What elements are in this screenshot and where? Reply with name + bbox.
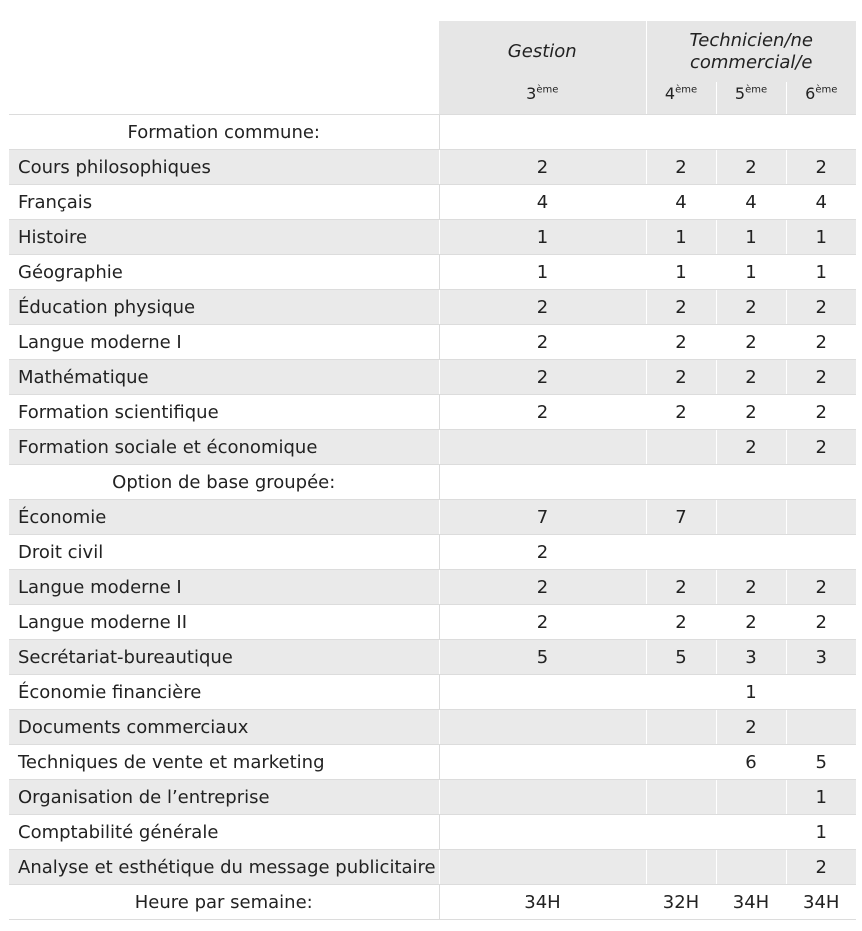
- year-number: 4: [664, 84, 676, 103]
- row-label: Langue moderne I: [9, 325, 439, 360]
- header-technicien: [646, 21, 856, 82]
- cell-year-6: 2: [786, 290, 856, 325]
- cell-year-3: 2: [439, 395, 646, 430]
- cell-year-3: 2: [439, 325, 646, 360]
- cell-year-4: [646, 430, 716, 465]
- cell-year-5: 2: [716, 605, 786, 640]
- cell-year-5: 1: [716, 220, 786, 255]
- cell-year-6: 2: [786, 395, 856, 430]
- table-row: [9, 255, 856, 290]
- cell-year-4: [646, 780, 716, 815]
- table-row: [9, 780, 856, 815]
- row-heading: Heure par semaine:: [9, 885, 439, 920]
- header-year-6: [786, 82, 856, 115]
- cell-year-3: 2: [439, 570, 646, 605]
- cell-year-5: 2: [716, 360, 786, 395]
- cell-year-6: 2: [786, 570, 856, 605]
- table-body: [9, 115, 856, 920]
- cell-year-3: 1: [439, 220, 646, 255]
- row-label: Formation sociale et économique: [9, 430, 439, 465]
- table-row: [9, 850, 856, 885]
- row-label: Organisation de l’entreprise: [9, 780, 439, 815]
- cell-year-5: [716, 780, 786, 815]
- cell-year-3: 2: [439, 290, 646, 325]
- cell-year-4: 2: [646, 290, 716, 325]
- cell-year-5: 4: [716, 185, 786, 220]
- cell-year-5: 2: [716, 395, 786, 430]
- cell-year-5: 3: [716, 640, 786, 675]
- cell-year-4: 2: [646, 325, 716, 360]
- row-label: Comptabilité générale: [9, 815, 439, 850]
- table-row: [9, 500, 856, 535]
- cell-year-5: 2: [716, 430, 786, 465]
- header-year-4: [646, 82, 716, 115]
- row-label: Économie: [9, 500, 439, 535]
- year-number: 3: [526, 84, 537, 103]
- cell-year-4: [646, 850, 716, 885]
- cell-year-4: [646, 710, 716, 745]
- table-row: [9, 710, 856, 745]
- section-heading-row: [9, 115, 856, 150]
- cell-year-6: 5: [786, 745, 856, 780]
- cell-year-4: [646, 535, 716, 570]
- cell-year-3: 7: [439, 500, 646, 535]
- cell-year-6: 4: [786, 185, 856, 220]
- cell-year-6: 2: [786, 150, 856, 185]
- cell-year-6: 1: [786, 255, 856, 290]
- section-empty-cell: [439, 115, 856, 150]
- table-row: [9, 745, 856, 780]
- cell-year-5: 2: [716, 325, 786, 360]
- table-row: [9, 430, 856, 465]
- cell-year-4: [646, 745, 716, 780]
- year-suffix: ème: [815, 84, 838, 96]
- cell-year-6: 34H: [786, 885, 856, 920]
- row-heading: Formation commune:: [9, 115, 439, 150]
- table-row: [9, 150, 856, 185]
- cell-year-6: 2: [786, 430, 856, 465]
- cell-year-4: 32H: [646, 885, 716, 920]
- cell-year-6: 2: [786, 360, 856, 395]
- cell-year-6: [786, 710, 856, 745]
- header-gestion: Gestion: [439, 21, 646, 82]
- cell-year-4: 2: [646, 395, 716, 430]
- row-label: Techniques de vente et marketing: [9, 745, 439, 780]
- cell-year-3: [439, 710, 646, 745]
- cell-year-5: 6: [716, 745, 786, 780]
- row-label: Géographie: [9, 255, 439, 290]
- cell-year-4: 2: [646, 605, 716, 640]
- cell-year-5: 34H: [716, 885, 786, 920]
- cell-year-4: 1: [646, 220, 716, 255]
- table-row: [9, 640, 856, 675]
- section-heading-row: [9, 465, 856, 500]
- cell-year-4: 1: [646, 255, 716, 290]
- year-suffix: ème: [745, 84, 768, 96]
- cell-year-5: [716, 535, 786, 570]
- table-row: [9, 605, 856, 640]
- cell-year-6: 2: [786, 605, 856, 640]
- cell-year-5: [716, 850, 786, 885]
- year-number: 6: [805, 84, 816, 103]
- row-label: Analyse et esthétique du message publicitaire: [9, 850, 439, 885]
- cell-year-4: 2: [646, 360, 716, 395]
- cell-year-4: [646, 815, 716, 850]
- row-label: Mathématique: [9, 360, 439, 395]
- row-label: Éducation physique: [9, 290, 439, 325]
- table-row: [9, 675, 856, 710]
- cell-year-3: [439, 780, 646, 815]
- cell-year-3: [439, 430, 646, 465]
- cell-year-3: 1: [439, 255, 646, 290]
- cell-year-3: 2: [439, 150, 646, 185]
- table-row: [9, 185, 856, 220]
- row-label: Formation scientifique: [9, 395, 439, 430]
- cell-year-6: 2: [786, 325, 856, 360]
- total-row: [9, 885, 856, 920]
- header-blank: [9, 21, 439, 82]
- cell-year-3: 4: [439, 185, 646, 220]
- row-label: Cours philosophiques: [9, 150, 439, 185]
- cell-year-3: 34H: [439, 885, 646, 920]
- row-label: Histoire: [9, 220, 439, 255]
- cell-year-3: 2: [439, 535, 646, 570]
- table-row: [9, 570, 856, 605]
- table-row: [9, 535, 856, 570]
- cell-year-4: 7: [646, 500, 716, 535]
- table-row: [9, 290, 856, 325]
- year-suffix: ème: [536, 84, 559, 96]
- cell-year-5: 1: [716, 255, 786, 290]
- row-label: Secrétariat-bureautique: [9, 640, 439, 675]
- header-year-3: [439, 82, 646, 115]
- table-row: [9, 395, 856, 430]
- cell-year-6: [786, 500, 856, 535]
- cell-year-6: 1: [786, 780, 856, 815]
- cell-year-6: 1: [786, 220, 856, 255]
- cell-year-5: 2: [716, 290, 786, 325]
- row-heading: Option de base groupée:: [9, 465, 439, 500]
- header-technicien-label: Technicien/ne commercial/e: [689, 29, 813, 73]
- section-empty-cell: [439, 465, 856, 500]
- header-year-5: [716, 82, 786, 115]
- schedule-table: [9, 21, 856, 920]
- year-number: 5: [734, 84, 746, 103]
- row-label: Français: [9, 185, 439, 220]
- cell-year-5: 2: [716, 150, 786, 185]
- table-row: [9, 220, 856, 255]
- row-label: Documents commerciaux: [9, 710, 439, 745]
- cell-year-4: 2: [646, 570, 716, 605]
- cell-year-4: 5: [646, 640, 716, 675]
- row-label: Droit civil: [9, 535, 439, 570]
- header-row-programs: [9, 21, 856, 82]
- cell-year-3: 5: [439, 640, 646, 675]
- cell-year-4: 4: [646, 185, 716, 220]
- cell-year-5: 2: [716, 570, 786, 605]
- cell-year-6: 2: [786, 850, 856, 885]
- table-row: [9, 325, 856, 360]
- cell-year-3: [439, 745, 646, 780]
- cell-year-6: 3: [786, 640, 856, 675]
- cell-year-5: 1: [716, 675, 786, 710]
- cell-year-3: [439, 675, 646, 710]
- cell-year-4: [646, 675, 716, 710]
- header-row-years: [9, 82, 856, 115]
- cell-year-3: [439, 850, 646, 885]
- cell-year-3: 2: [439, 360, 646, 395]
- cell-year-5: [716, 500, 786, 535]
- cell-year-5: 2: [716, 710, 786, 745]
- year-suffix: ème: [675, 84, 698, 96]
- table-row: [9, 360, 856, 395]
- header-blank-2: [9, 82, 439, 115]
- row-label: Langue moderne I: [9, 570, 439, 605]
- cell-year-5: [716, 815, 786, 850]
- cell-year-6: [786, 675, 856, 710]
- row-label: Économie financière: [9, 675, 439, 710]
- row-label: Langue moderne II: [9, 605, 439, 640]
- cell-year-3: [439, 815, 646, 850]
- cell-year-3: 2: [439, 605, 646, 640]
- cell-year-6: 1: [786, 815, 856, 850]
- table-row: [9, 815, 856, 850]
- cell-year-4: 2: [646, 150, 716, 185]
- cell-year-6: [786, 535, 856, 570]
